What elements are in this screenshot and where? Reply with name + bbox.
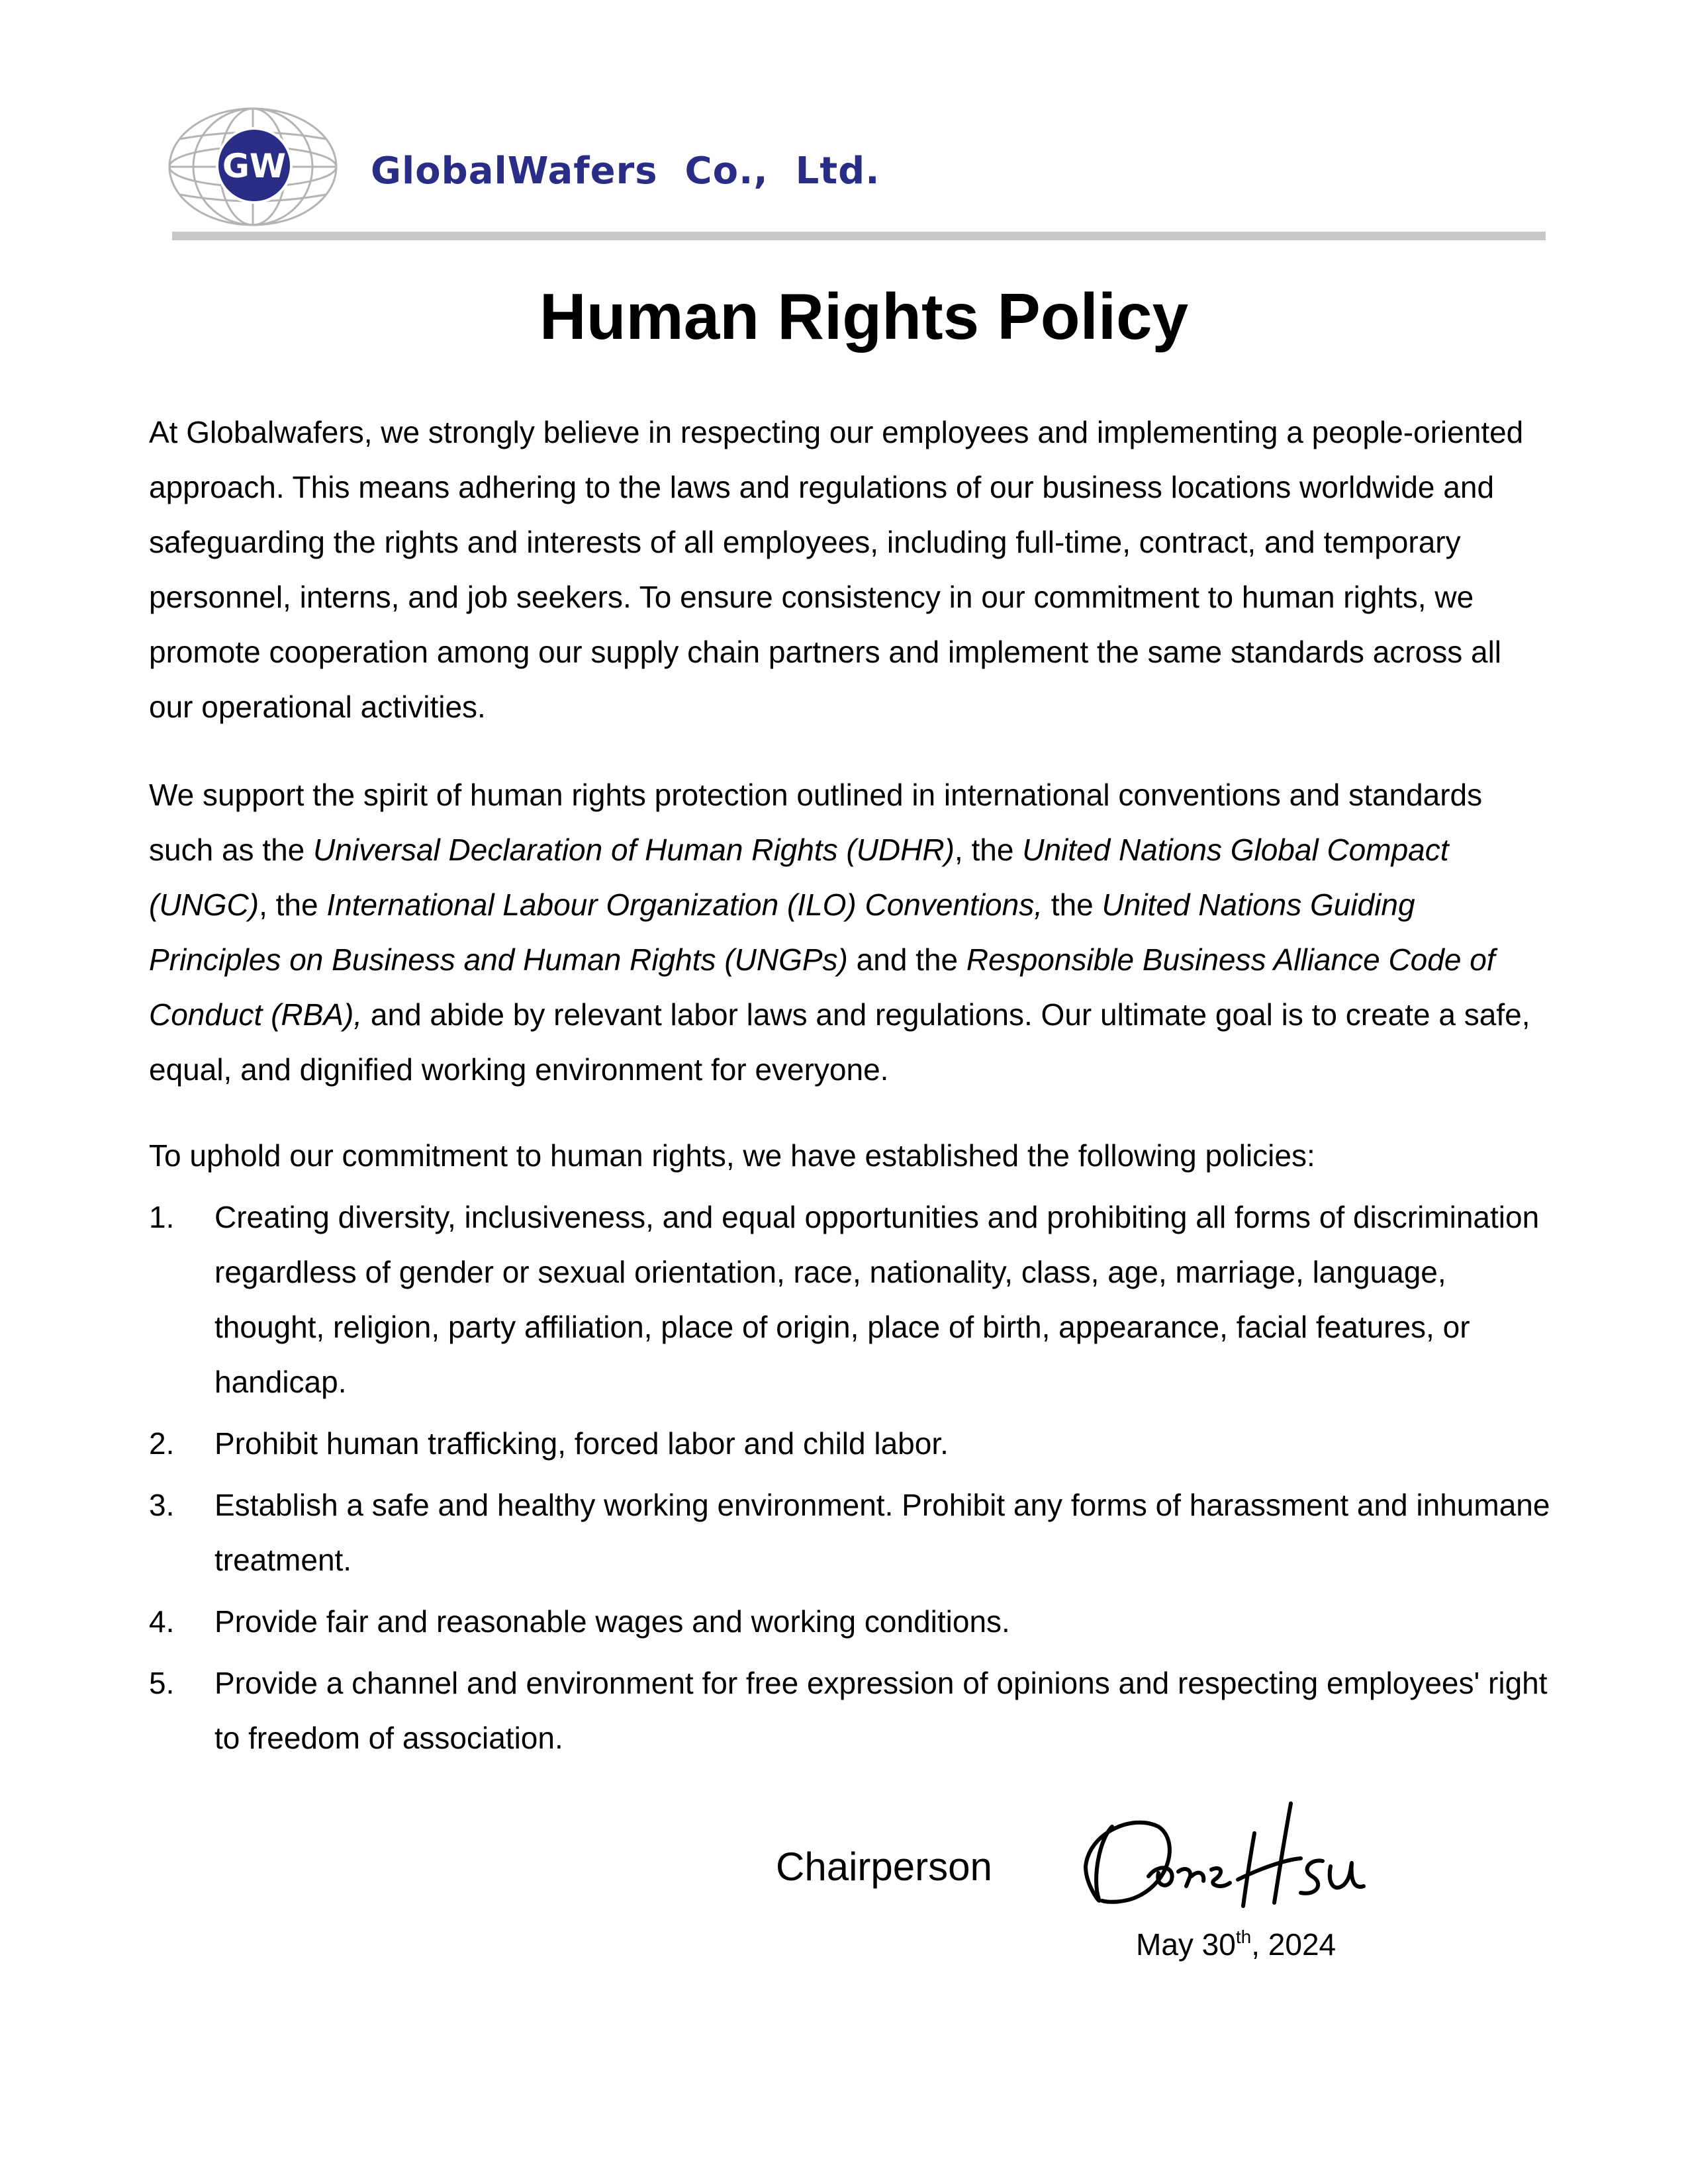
standards-text: and the bbox=[847, 942, 966, 977]
policy-text: Establish a safe and healthy working environment. Prohibit any forms of harassment and inhumane treatment. bbox=[214, 1488, 1550, 1577]
date-year: , 2024 bbox=[1251, 1927, 1336, 1962]
logo-monogram: GW bbox=[222, 147, 287, 185]
standards-paragraph bbox=[149, 768, 1552, 1097]
globalwafers-logo-icon bbox=[167, 106, 339, 228]
standards-text: , the bbox=[259, 887, 327, 922]
policy-item bbox=[149, 1594, 1552, 1649]
ilo-reference: International Labour Organization (ILO) Conventions, bbox=[326, 887, 1043, 922]
policy-number: 1. bbox=[149, 1200, 175, 1234]
page-title: Human Rights Policy bbox=[539, 280, 1189, 353]
policy-number: 3. bbox=[149, 1488, 175, 1522]
letterhead bbox=[167, 106, 1544, 238]
rba-reference: Responsible Business Alliance Code of Conduct (RBA), bbox=[149, 942, 1495, 1032]
policies-intro: To uphold our commitment to human rights, we have established the following policies: bbox=[149, 1138, 1315, 1173]
standards-text: the bbox=[1043, 887, 1102, 922]
ungps-reference: United Nations Guiding Principles on Business and Human Rights (UNGPs) bbox=[149, 887, 1415, 977]
signatory-role: Chairperson bbox=[776, 1844, 992, 1889]
policy-item bbox=[149, 1478, 1552, 1588]
header-divider bbox=[172, 232, 1546, 240]
date-ordinal: th bbox=[1235, 1927, 1252, 1947]
policy-text: Provide fair and reasonable wages and working conditions. bbox=[214, 1604, 1010, 1639]
signature-date bbox=[1136, 1925, 1336, 1964]
policy-text: Creating diversity, inclusiveness, and equal opportunities and prohibiting all forms of discrimination regardless of gender or sexual orientation, race, nationality, class, age, marriage, language, thought, religion, party affiliation, place of origin, place of birth, appearance, facial features, or handicap. bbox=[214, 1200, 1540, 1399]
policy-text: Provide a channel and environment for free expression of opinions and respecting employees' right to freedom of association. bbox=[214, 1666, 1548, 1755]
policy-number: 5. bbox=[149, 1666, 175, 1700]
policy-list bbox=[149, 1190, 1552, 1772]
policy-number: 4. bbox=[149, 1604, 175, 1639]
standards-text: and abide by relevant labor laws and regulations. Our ultimate goal is to create a safe, equal, and dignified working environment for everyone. bbox=[149, 997, 1530, 1087]
intro-paragraph: At Globalwafers, we strongly believe in respecting our employees and implementing a people-oriented approach. This means adhering to the laws and regulations of our business locations worldwide and safeguarding the rights and interests of all employees, including full-time, contract, and temporary personnel, interns, and job seekers. To ensure consistency in our commitment to human rights, we promote cooperation among our supply chain partners and implement the same standards across all our operational activities. bbox=[149, 415, 1524, 724]
handwritten-signature bbox=[1072, 1787, 1403, 1926]
standards-text: We support the spirit of human rights protection outlined in international conventions and standards such as the bbox=[149, 778, 1483, 867]
policy-number: 2. bbox=[149, 1426, 175, 1461]
ungc-reference: United Nations Global Compact (UNGC) bbox=[149, 833, 1449, 922]
standards-text: , the bbox=[954, 833, 1023, 867]
policy-item bbox=[149, 1416, 1552, 1471]
policy-item bbox=[149, 1190, 1552, 1410]
policy-item bbox=[149, 1656, 1552, 1766]
company-name: GlobalWafers Co., Ltd. bbox=[371, 150, 880, 193]
udhr-reference: Universal Declaration of Human Rights (UDHR) bbox=[313, 833, 955, 867]
policy-text: Prohibit human trafficking, forced labor and child labor. bbox=[214, 1426, 949, 1461]
date-month-day: May 30 bbox=[1136, 1927, 1236, 1962]
